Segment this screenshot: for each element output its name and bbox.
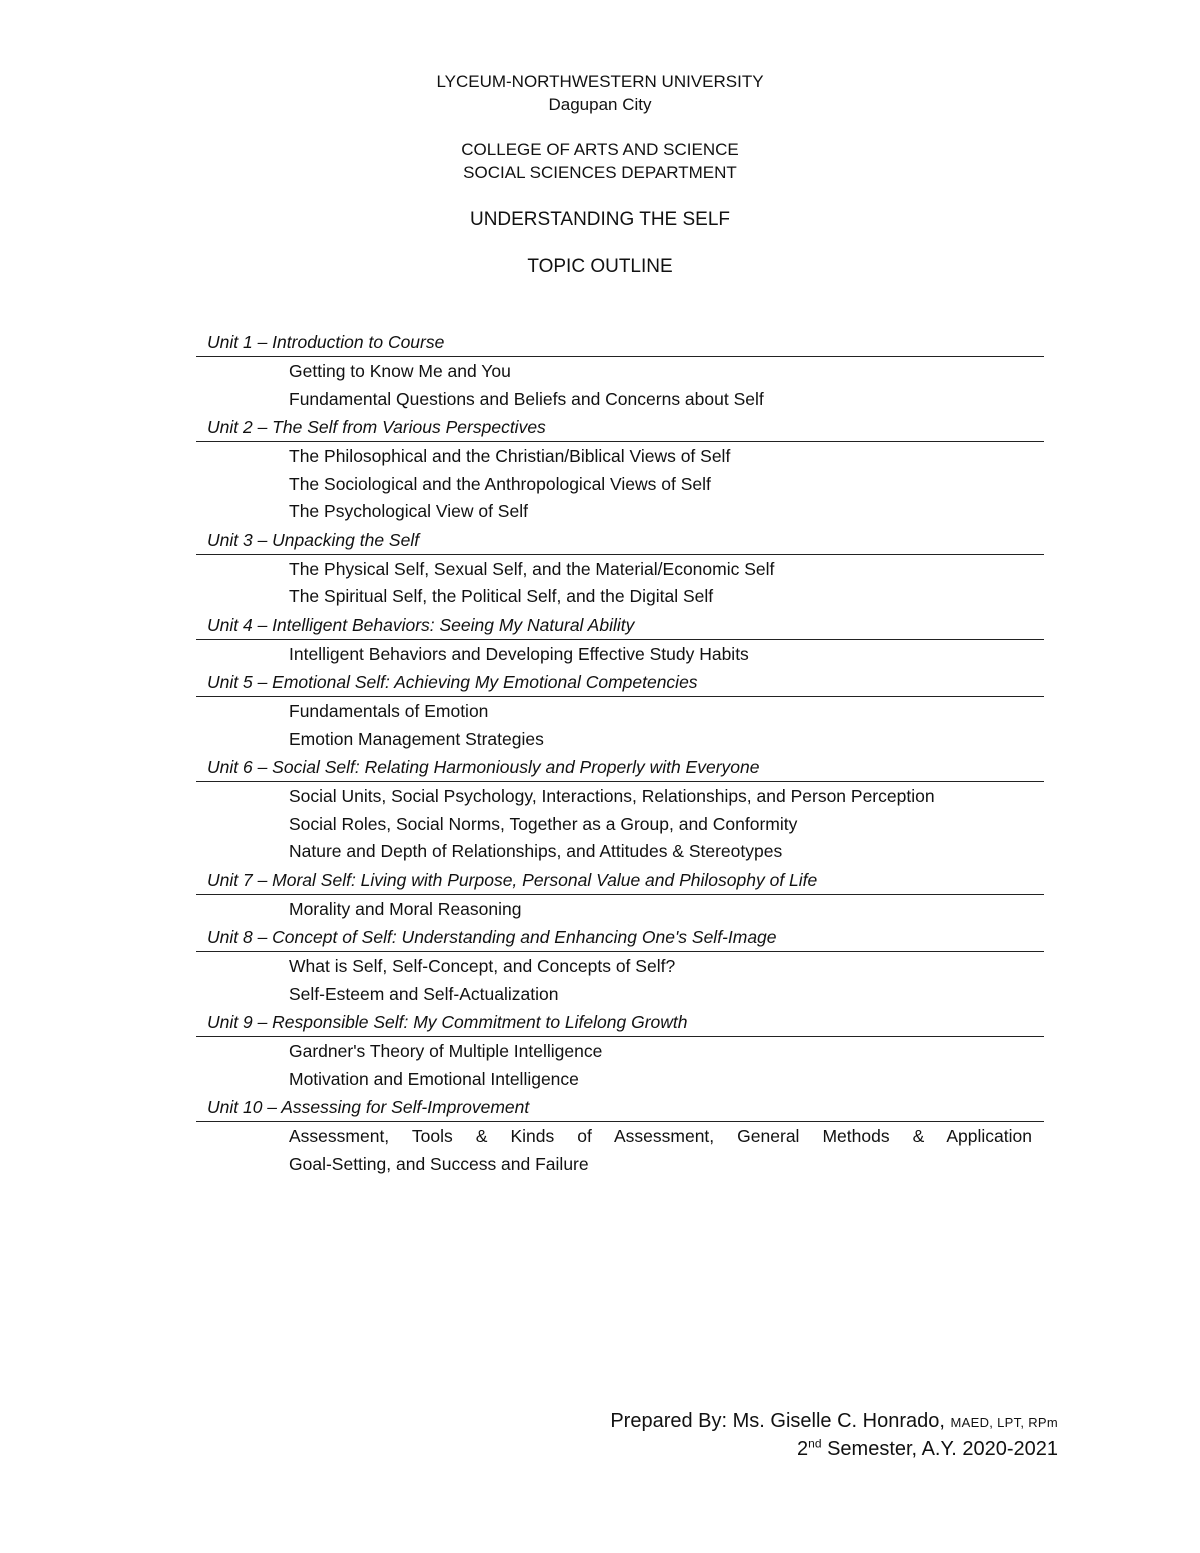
topic-list (196, 555, 1044, 611)
topic-item: Social Units, Social Psychology, Interactions, Relationships, and Person Perception (289, 786, 935, 806)
unit-heading: Unit 1 – Introduction to Course (196, 328, 1044, 357)
topic-item: Getting to Know Me and You (289, 361, 511, 381)
topic-list (196, 895, 1044, 924)
unit-section (196, 923, 1044, 1008)
topic-list (196, 1122, 1044, 1178)
topic-item: Assessment, Tools & Kinds of Assessment, General Methods & Application (289, 1126, 1032, 1146)
topic-list (196, 782, 1044, 866)
university-city: Dagupan City (548, 95, 652, 114)
prepared-by: Prepared By: Ms. Giselle C. Honrado, (610, 1410, 945, 1432)
topic-item: Fundamentals of Emotion (289, 701, 489, 721)
topic-item: Fundamental Questions and Beliefs and Concerns about Self (289, 388, 764, 409)
semester-suffix: nd (808, 1436, 822, 1451)
unit-section (196, 413, 1044, 526)
topic-item: What is Self, Self-Concept, and Concepts of Self? (289, 956, 676, 976)
topic-item: The Spiritual Self, the Political Self, and the Digital Self (289, 586, 714, 606)
unit-section (196, 611, 1044, 669)
unit-heading: Unit 5 – Emotional Self: Achieving My Emotional Competencies (196, 668, 1044, 697)
unit-heading: Unit 4 – Intelligent Behaviors: Seeing My Natural Ability (196, 611, 1044, 640)
topic-item: Goal-Setting, and Success and Failure (289, 1153, 589, 1174)
topic-item: Intelligent Behaviors and Developing Effective Study Habits (289, 643, 749, 664)
prepared-by-line (610, 1408, 1058, 1436)
unit-section (196, 1008, 1044, 1093)
course-title: UNDERSTANDING THE SELF (469, 209, 731, 230)
topic-item: The Philosophical and the Christian/Biblical Views of Self (289, 446, 731, 466)
topic-item: Gardner's Theory of Multiple Intelligence (289, 1041, 603, 1061)
credentials: MAED, LPT, RPm (950, 1415, 1058, 1430)
unit-heading: Unit 7 – Moral Self: Living with Purpose, Personal Value and Philosophy of Life (196, 866, 1044, 895)
topic-item: Nature and Depth of Relationships, and Attitudes & Stereotypes (289, 841, 783, 861)
semester-line (610, 1436, 1058, 1462)
topic-list (196, 442, 1044, 526)
unit-heading: Unit 3 – Unpacking the Self (196, 526, 1044, 555)
topic-item: The Sociological and the Anthropological Views of Self (289, 473, 711, 494)
topic-item: The Psychological View of Self (289, 501, 528, 521)
topic-list (196, 357, 1044, 413)
college-name: COLLEGE OF ARTS AND SCIENCE (461, 140, 739, 159)
outline-title: TOPIC OUTLINE (527, 256, 673, 277)
semester-number: 2 (797, 1438, 809, 1460)
topic-item: Motivation and Emotional Intelligence (289, 1068, 579, 1089)
unit-section (196, 753, 1044, 866)
unit-heading: Unit 9 – Responsible Self: My Commitment to Lifelong Growth (196, 1008, 1044, 1037)
unit-heading: Unit 8 – Concept of Self: Understanding and Enhancing One's Self-Image (196, 923, 1044, 952)
document-header (0, 70, 1200, 278)
topic-list (196, 697, 1044, 753)
unit-section (196, 1093, 1044, 1178)
topic-item: Emotion Management Strategies (289, 728, 544, 749)
unit-section (196, 328, 1044, 413)
topic-list (196, 952, 1044, 1008)
topic-item: Self-Esteem and Self-Actualization (289, 983, 559, 1004)
topic-outline (196, 328, 1044, 1178)
unit-section (196, 866, 1044, 924)
signature-block (610, 1408, 1058, 1462)
department-name: SOCIAL SCIENCES DEPARTMENT (463, 163, 737, 182)
topic-list (196, 1037, 1044, 1093)
topic-list (196, 640, 1044, 669)
unit-heading: Unit 10 – Assessing for Self-Improvement (196, 1093, 1044, 1122)
unit-heading: Unit 6 – Social Self: Relating Harmoniously and Properly with Everyone (196, 753, 1044, 782)
semester-text: Semester, A.Y. 2020-2021 (827, 1438, 1058, 1460)
topic-item: The Physical Self, Sexual Self, and the Material/Economic Self (289, 558, 775, 579)
unit-section (196, 526, 1044, 611)
topic-item: Morality and Moral Reasoning (289, 898, 522, 919)
topic-item: Social Roles, Social Norms, Together as a Group, and Conformity (289, 813, 798, 834)
unit-heading: Unit 2 – The Self from Various Perspectives (196, 413, 1044, 442)
university-name: LYCEUM-NORTHWESTERN UNIVERSITY (436, 72, 764, 91)
unit-section (196, 668, 1044, 753)
